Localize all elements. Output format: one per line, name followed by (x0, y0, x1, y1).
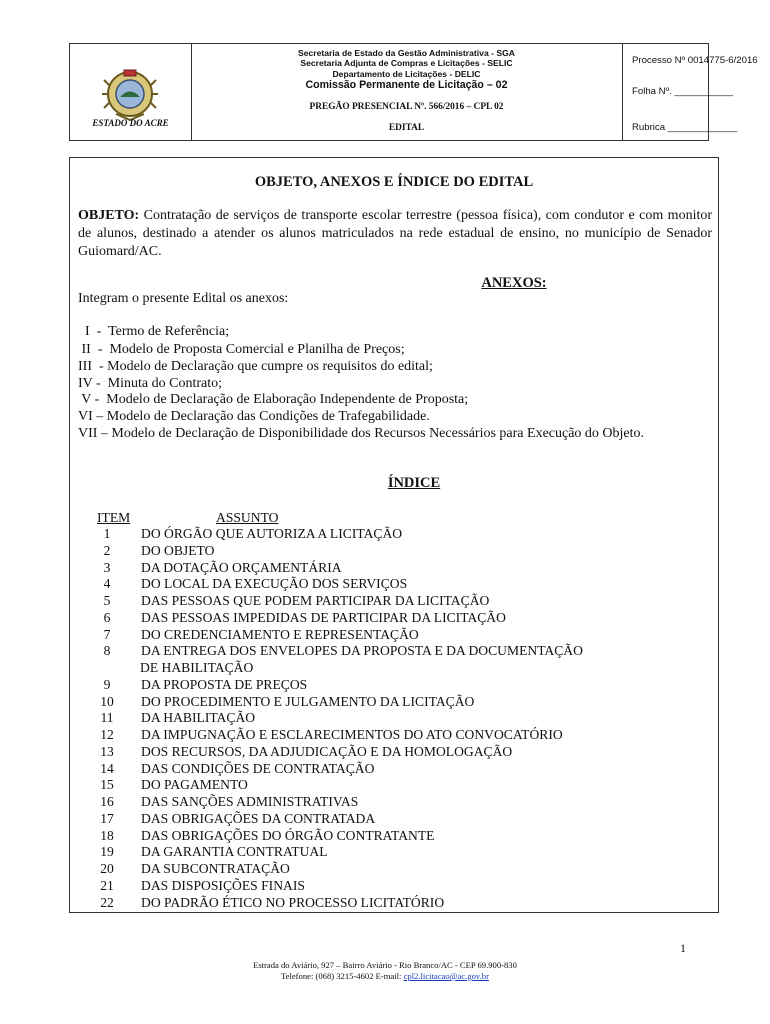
footer-email-link[interactable]: cpl2.licitacao@ac.gov.br (403, 971, 489, 981)
indice-item-number: 9 (103, 676, 111, 692)
indice-item-number: 12 (100, 727, 114, 742)
indice-item-title: DO ÓRGÃO QUE AUTORIZA A LICITAÇÃO (141, 526, 403, 541)
col-assunto-header: ASSUNTO (216, 510, 279, 525)
footer-phone: Telefone: (068) 3215-4602 E-mail: (281, 971, 402, 981)
indice-item-number: 3 (103, 559, 111, 575)
indice-item-number: 5 (103, 593, 111, 608)
indice-item-number: 13 (100, 743, 114, 759)
indice-item-number: 19 (100, 844, 114, 860)
indice-item-title: DAS CONDIÇÕES DE CONTRATAÇÃO (141, 760, 375, 776)
indice-item-number: 10 (100, 693, 114, 709)
indice-item-number: 2 (103, 542, 111, 558)
header-line-selic: Secretaria Adjunta de Compras e Licitações - SELIC (300, 58, 513, 69)
indice-item-title: DOS RECURSOS, DA ADJUDICAÇÃO E DA HOMOLOGAÇÃO (141, 743, 513, 759)
indice-item-number: 7 (103, 626, 111, 642)
anexos-heading: ANEXOS: (481, 275, 547, 291)
indice-item-number: 18 (100, 827, 114, 843)
indice-item-number: 1 (103, 526, 111, 541)
state-seal-icon (100, 64, 160, 124)
indice-item-number: 20 (100, 861, 114, 876)
header-pregao: PREGÃO PRESENCIAL Nº. 566/2016 – CPL 02 (309, 102, 504, 112)
indice-item-title: DAS SANÇÕES ADMINISTRATIVAS (141, 794, 359, 809)
objeto-label: OBJETO: (78, 208, 140, 223)
indice-item-title: DAS DISPOSIÇÕES FINAIS (141, 877, 305, 893)
indice-item-number: 4 (103, 576, 111, 592)
anexo-item: III - Modelo de Declaração que cumpre os requisitos do edital; (78, 359, 433, 374)
indice-item-number: 21 (100, 877, 114, 893)
indice-item-title: DA IMPUGNAÇÃO E ESCLARECIMENTOS DO ATO CONVOCATÓRIO (141, 727, 563, 742)
indice-item-title: DO PADRÃO ÉTICO NO PROCESSO LICITATÓRIO (141, 894, 445, 910)
indice-item-title: DO CREDENCIAMENTO E REPRESENTAÇÃO (141, 626, 419, 642)
anexo-item: II - Modelo de Proposta Comercial e Planilha de Preços; (78, 342, 405, 357)
indice-item-number: 14 (100, 760, 114, 776)
indice-item-title: DO LOCAL DA EXECUÇÃO DOS SERVIÇOS (141, 576, 408, 592)
indice-item-title: DAS OBRIGAÇÕES DA CONTRATADA (141, 810, 376, 826)
indice-item-title: DA SUBCONTRATAÇÃO (141, 861, 290, 876)
footer-contact (0, 971, 770, 981)
objeto-paragraph (78, 207, 712, 261)
rubrica-field: Rubrica _____________ (632, 122, 738, 133)
header-line-sga: Secretaria de Estado da Gestão Administrativa - SGA (298, 48, 515, 58)
edital-content-box (69, 157, 719, 913)
page-number: 1 (680, 941, 686, 955)
indice-item-title: DO OBJETO (141, 542, 215, 558)
indice-item-title: DE HABILITAÇÃO (140, 660, 254, 675)
anexo-item: I - Termo de Referência; (78, 324, 230, 339)
indice-item-title: DO PAGAMENTO (141, 777, 248, 793)
indice-item-title: DA GARANTIA CONTRATUAL (141, 844, 328, 860)
indice-item-title: DO PROCEDIMENTO E JULGAMENTO DA LICITAÇÃO (141, 693, 475, 709)
state-label: ESTADO DO ACRE (92, 118, 169, 128)
objeto-text: Contratação de serviços de transporte escolar terrestre (pessoa física), com condutor e com monitor de alunos, destinado a atender os alunos matriculados na rede estadual de ensino, no município de Senador Guiomard/AC. (78, 208, 713, 259)
folha-field: Folha Nº. ___________ (632, 86, 734, 97)
footer-address: Estrada do Aviário, 927 – Bairro Aviário - Rio Branco/AC - CEP 69.900-830 (253, 960, 517, 970)
anexo-item: VI – Modelo de Declaração das Condições de Trafegabilidade. (78, 409, 430, 424)
indice-heading: ÍNDICE (387, 475, 441, 491)
page-title: OBJETO, ANEXOS E ÍNDICE DO EDITAL (254, 174, 534, 190)
header-line-delic: Departamento de Licitações - DELIC (332, 68, 481, 79)
indice-item-title: DA PROPOSTA DE PREÇOS (141, 676, 308, 692)
anexo-item: V - Modelo de Declaração de Elaboração Independente de Proposta; (78, 392, 469, 407)
anexo-item: VII – Modelo de Declaração de Disponibilidade dos Recursos Necessários para Execução do Objeto. (78, 426, 645, 441)
processo-number: Processo Nº 0014775-6/2016 (632, 55, 758, 66)
indice-item-title: DA DOTAÇÃO ORÇAMENTÁRIA (141, 559, 342, 575)
document-header (69, 43, 758, 141)
header-commission: Comissão Permanente de Licitação – 02 (305, 79, 508, 92)
header-logo-cell (70, 44, 192, 140)
indice-item-number: 6 (103, 609, 111, 625)
indice-item-number: 15 (100, 777, 114, 793)
indice-item-number: 17 (100, 810, 114, 826)
indice-item-title: DAS OBRIGAÇÕES DO ÓRGÃO CONTRATANTE (141, 827, 435, 843)
indice-item-title: DA ENTREGA DOS ENVELOPES DA PROPOSTA E DA DOCUMENTAÇÃO (141, 643, 583, 659)
indice-item-title: DAS PESSOAS QUE PODEM PARTICIPAR DA LICITAÇÃO (141, 593, 490, 608)
indice-item-title: DA HABILITAÇÃO (141, 710, 256, 726)
anexo-item: IV - Minuta do Contrato; (78, 376, 223, 391)
indice-item-title: DAS PESSOAS IMPEDIDAS DE PARTICIPAR DA LICITAÇÃO (141, 609, 506, 625)
indice-item-number: 11 (100, 710, 114, 726)
header-edital: EDITAL (388, 123, 425, 133)
indice-item-number: 22 (100, 894, 114, 910)
anexos-intro: Integram o presente Edital os anexos: (78, 291, 289, 306)
col-item-header: ITEM (97, 510, 131, 525)
header-title-cell (191, 44, 623, 140)
indice-item-number: 8 (103, 643, 111, 659)
indice-item-number: 16 (100, 794, 114, 809)
